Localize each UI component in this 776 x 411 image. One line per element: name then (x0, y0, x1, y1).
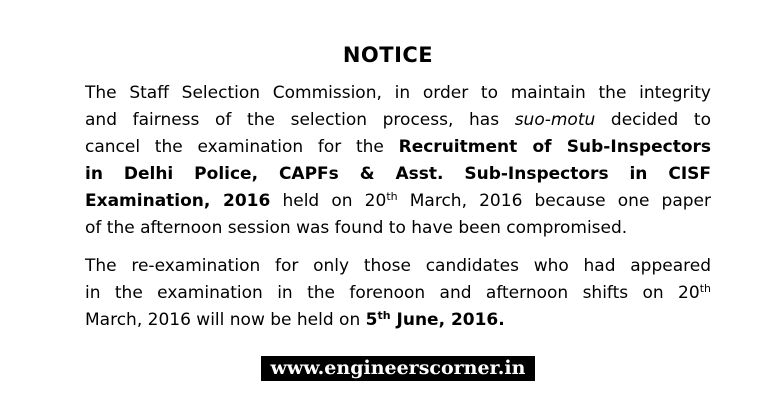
text-run: decided to (595, 110, 711, 130)
notice-line (85, 307, 711, 334)
text-run: The Staff Selection Commission, in order to maintain the integrity (85, 83, 711, 103)
notice-paragraph (85, 80, 711, 242)
notice-line (85, 107, 711, 134)
text-run: Recruitment of Sub-Inspectors (398, 137, 711, 157)
text-run: June, 2016. (390, 310, 505, 330)
text-run: The re-examination for only those candidates who had appeared (85, 256, 711, 276)
watermark-text: www.engineerscorner.in (270, 357, 526, 379)
notice-title: NOTICE (342, 43, 434, 67)
text-run: March, 2016 because one paper (397, 191, 711, 211)
notice-line (85, 188, 711, 215)
notice-line (85, 161, 711, 188)
notice-paragraph (85, 253, 711, 334)
text-run: suo-motu (514, 110, 596, 130)
text-run: th (377, 309, 391, 322)
notice-line (85, 134, 711, 161)
text-run: March, 2016 will now be held on (85, 310, 366, 330)
text-run: in the examination in the forenoon and afternoon shifts on 20 (85, 283, 700, 303)
notice-line (85, 253, 711, 280)
text-run: 5 (365, 310, 378, 330)
notice-line (85, 80, 711, 107)
notice-line (85, 215, 711, 242)
watermark-badge (261, 356, 536, 381)
text-run: cancel the examination for the (85, 137, 399, 157)
text-run: of the afternoon session was found to have been compromised. (85, 218, 628, 238)
notice-line (85, 280, 711, 307)
text-run: in Delhi Police, CAPFs & Asst. Sub-Inspectors in CISF (85, 164, 711, 184)
notice-paragraphs (85, 80, 711, 334)
text-run: th (386, 190, 398, 203)
text-run: and fairness of the selection process, has (85, 110, 515, 130)
text-run: th (699, 282, 711, 295)
notice-body (85, 80, 711, 381)
text-run: held on 20 (270, 191, 387, 211)
text-run: Examination, 2016 (85, 191, 271, 211)
